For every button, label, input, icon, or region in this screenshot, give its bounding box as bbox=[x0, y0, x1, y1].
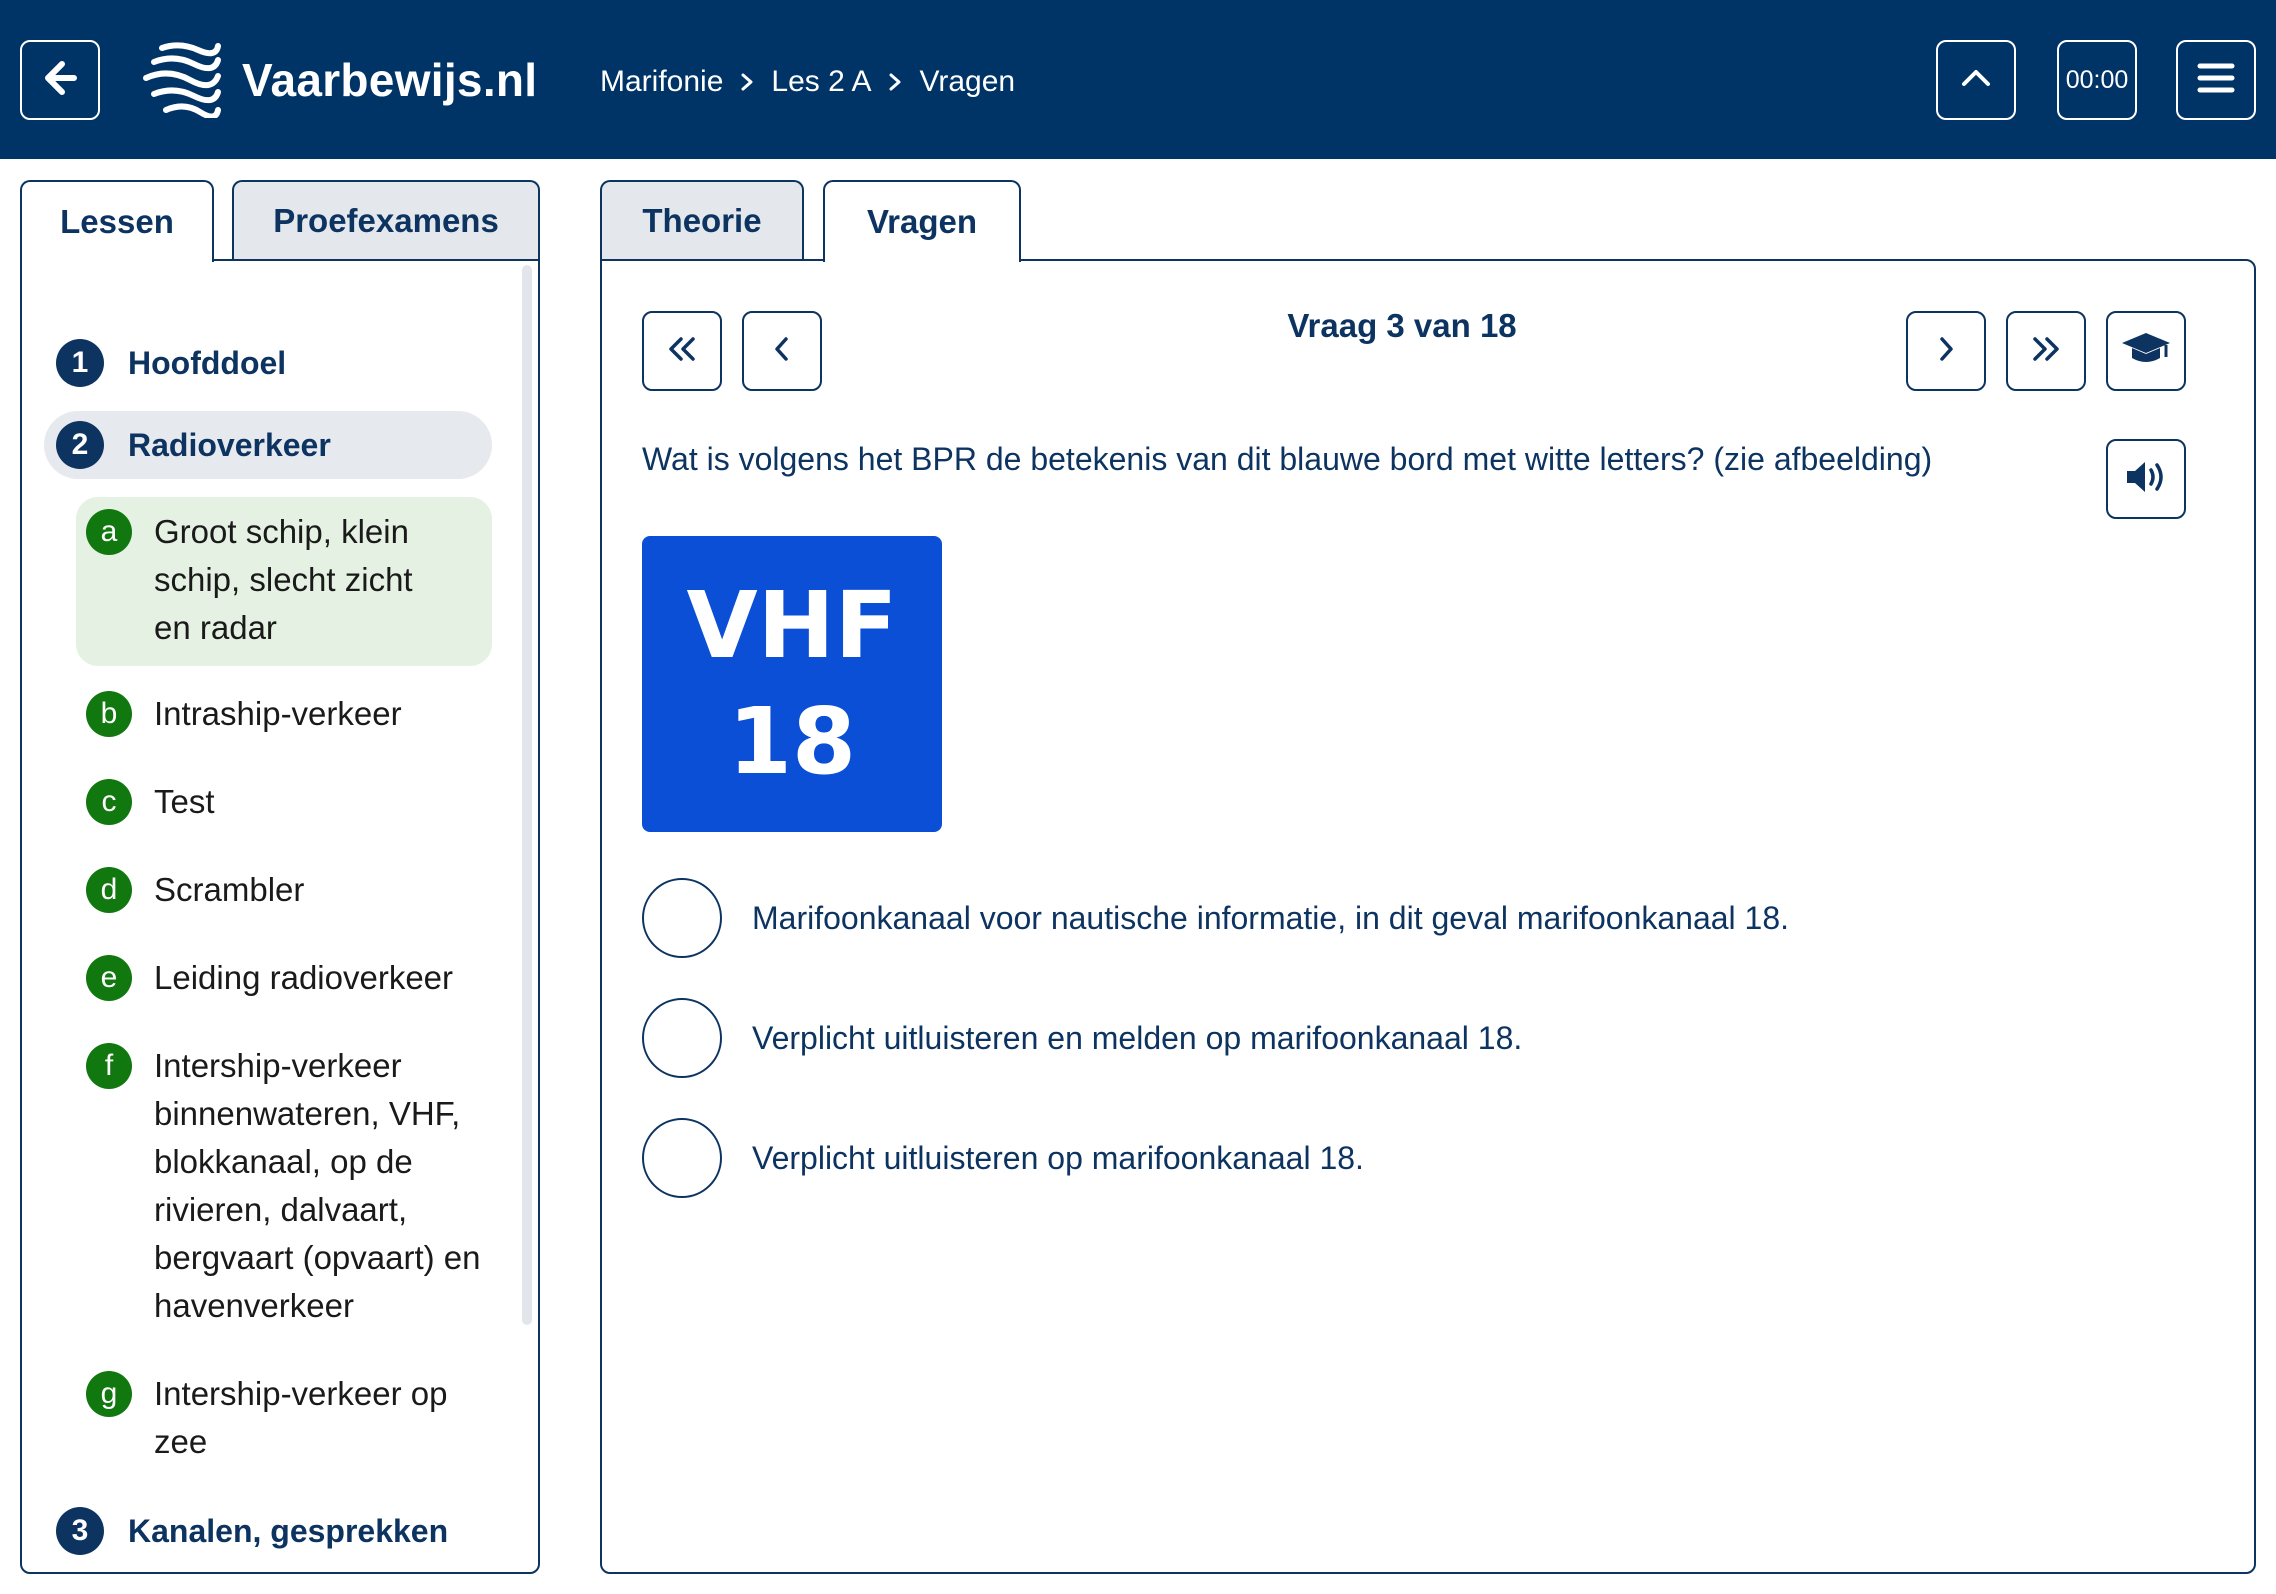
chapter-number: 3 bbox=[56, 1507, 104, 1555]
back-button[interactable] bbox=[20, 40, 100, 120]
lesson-letter: c bbox=[86, 779, 132, 825]
sign-line-1: VHF bbox=[686, 572, 898, 679]
logo-text: Vaarbewijs.nl bbox=[242, 54, 538, 106]
lesson-item-a[interactable] bbox=[76, 497, 492, 666]
top-header bbox=[0, 0, 2276, 159]
chevron-right-icon bbox=[1936, 335, 1956, 368]
chevron-right-icon bbox=[739, 72, 755, 92]
lesson-letter: b bbox=[86, 691, 132, 737]
lesson-item-d[interactable] bbox=[76, 867, 492, 914]
chapter-item-hoofddoel[interactable] bbox=[52, 329, 286, 397]
chevron-right-icon bbox=[887, 72, 903, 92]
lesson-letter: e bbox=[86, 955, 132, 1001]
chevron-left-icon bbox=[772, 335, 792, 368]
logo[interactable] bbox=[140, 40, 537, 120]
vhf-sign-image bbox=[642, 536, 942, 832]
chapter-title: Kanalen, gesprekken bbox=[128, 1512, 449, 1549]
scrollbar[interactable] bbox=[522, 265, 532, 1325]
tab-proefexamens[interactable]: Proefexamens bbox=[232, 180, 540, 260]
tab-lessen[interactable]: Lessen bbox=[20, 180, 214, 262]
chapter-item-radioverkeer[interactable] bbox=[44, 411, 492, 479]
radio-button[interactable] bbox=[642, 878, 722, 958]
lesson-letter: f bbox=[86, 1043, 132, 1089]
last-question-button[interactable] bbox=[2006, 311, 2086, 391]
lesson-item-b[interactable] bbox=[76, 691, 492, 738]
radio-button[interactable] bbox=[642, 998, 722, 1078]
lesson-title: Leiding radioverkeer bbox=[154, 959, 454, 996]
sign-line-2: 18 bbox=[727, 688, 857, 795]
exam-mode-button[interactable] bbox=[2106, 311, 2186, 391]
answer-option-2[interactable] bbox=[642, 998, 1522, 1078]
first-question-button[interactable] bbox=[642, 311, 722, 391]
speaker-icon bbox=[2124, 459, 2168, 500]
breadcrumb bbox=[600, 60, 1015, 104]
graduation-cap-icon bbox=[2120, 331, 2172, 372]
double-chevron-left-icon bbox=[665, 335, 699, 368]
previous-question-button[interactable] bbox=[742, 311, 822, 391]
lesson-title: Scrambler bbox=[154, 871, 305, 908]
breadcrumb-item-les[interactable]: Les 2 A bbox=[771, 65, 872, 98]
scroll-up-button[interactable] bbox=[1936, 40, 2016, 120]
radio-button[interactable] bbox=[642, 1118, 722, 1198]
lesson-list-panel bbox=[20, 259, 540, 1574]
breadcrumb-item-vragen: Vragen bbox=[919, 65, 1016, 98]
lesson-letter: g bbox=[86, 1371, 132, 1417]
tab-vragen[interactable]: Vragen bbox=[823, 180, 1021, 262]
lesson-item-e[interactable] bbox=[76, 955, 492, 1002]
arrow-left-icon bbox=[40, 58, 80, 103]
chapter-title: Radioverkeer bbox=[128, 426, 331, 463]
chapter-title: Hoofddoel bbox=[128, 344, 287, 381]
timer-button[interactable]: 00:00 bbox=[2057, 40, 2137, 120]
answer-option-3[interactable] bbox=[642, 1118, 1364, 1198]
read-aloud-button[interactable] bbox=[2106, 439, 2186, 519]
lesson-letter: a bbox=[86, 509, 132, 555]
lesson-title: Intership-verkeer op zee bbox=[154, 1375, 448, 1460]
chapter-number: 2 bbox=[56, 421, 104, 469]
chapter-number: 1 bbox=[56, 339, 104, 387]
answer-option-1[interactable] bbox=[642, 878, 1789, 958]
lesson-title: Test bbox=[154, 783, 215, 820]
menu-button[interactable] bbox=[2176, 40, 2256, 120]
question-panel bbox=[600, 259, 2256, 1574]
lesson-item-f[interactable] bbox=[76, 1043, 492, 1330]
tab-theorie[interactable]: Theorie bbox=[600, 180, 804, 260]
answer-text: Marifoonkanaal voor nautische informatie, in dit geval marifoonkanaal 18. bbox=[752, 899, 1790, 936]
lesson-letter: d bbox=[86, 867, 132, 913]
answer-text: Verplicht uitluisteren en melden op marifoonkanaal 18. bbox=[752, 1019, 1523, 1056]
answer-text: Verplicht uitluisteren op marifoonkanaal 18. bbox=[752, 1139, 1364, 1176]
hamburger-menu-icon bbox=[2196, 61, 2236, 100]
waves-logo-icon bbox=[140, 38, 224, 123]
breadcrumb-item-marifonie[interactable]: Marifonie bbox=[600, 65, 724, 98]
question-text: Wat is volgens het BPR de betekenis van dit blauwe bord met witte letters? (zie afbeelding) bbox=[642, 441, 1933, 477]
lesson-title: Groot schip, klein schip, slecht zicht en radar bbox=[154, 513, 413, 646]
lesson-item-c[interactable] bbox=[76, 779, 492, 826]
double-chevron-right-icon bbox=[2029, 335, 2063, 368]
question-counter: Vraag 3 van 18 bbox=[1287, 307, 1517, 344]
next-question-button[interactable] bbox=[1906, 311, 1986, 391]
chevron-up-icon bbox=[1959, 67, 1993, 94]
lesson-title: Intership-verkeer binnenwateren, VHF, blokkanaal, op de rivieren, dalvaart, bergvaart (opvaart) en havenverkeer bbox=[154, 1047, 481, 1324]
lesson-item-g[interactable] bbox=[76, 1371, 492, 1466]
chapter-item-kanalen[interactable] bbox=[52, 1497, 448, 1565]
lesson-title: Intraship-verkeer bbox=[154, 695, 402, 732]
